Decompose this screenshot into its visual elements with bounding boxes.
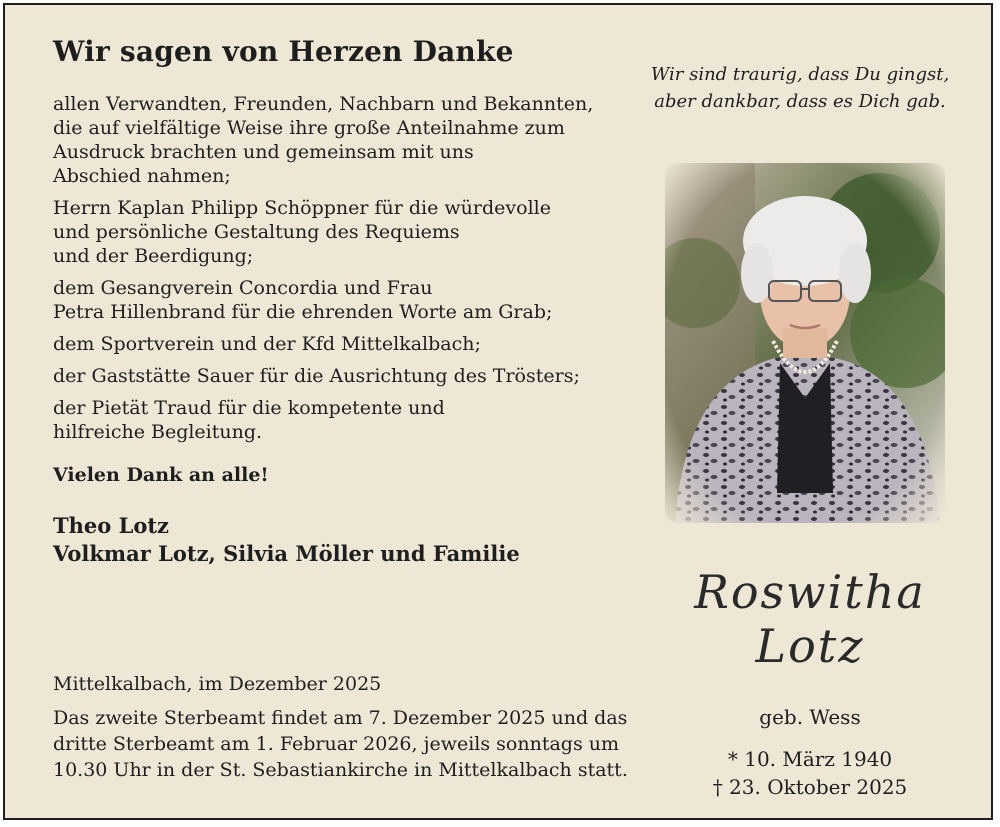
left-column [53, 35, 673, 568]
maiden-name: geb. Wess [759, 705, 861, 729]
deceased-last-name: Lotz [755, 619, 865, 673]
thanks-paragraph-relatives: allen Verwandten, Freunden, Nachbarn und Bekannten, die auf vielfältige Weise ihre große Anteilnahme zum Ausdruck brachten und gemeinsam mit uns Abschied nahmen; [53, 93, 594, 187]
memorial-quote: Wir sind traurig, dass Du gingst, aber dankbar, dass es Dich gab. [650, 64, 950, 112]
thanks-paragraph-restaurant: der Gaststätte Sauer für die Ausrichtung des Trösters; [53, 365, 580, 387]
deceased-signature-name [665, 565, 955, 673]
thanks-paragraph-choir: dem Gesangverein Concordia und Frau Petra Hillenbrand für die ehrenden Worte am Grab; [53, 277, 553, 323]
deceased-first-name: Roswitha [694, 565, 926, 619]
signer-line-2: Volkmar Lotz, Silvia Möller und Familie [53, 541, 520, 566]
page-title: Wir sagen von Herzen Danke [53, 35, 514, 68]
place-date: Mittelkalbach, im Dezember 2025 [53, 673, 382, 695]
portrait-photo [665, 163, 945, 523]
thanks-paragraph-undertaker: der Pietät Traud für die kompetente und hilfreiche Begleitung. [53, 397, 445, 443]
thanks-paragraph-chaplain: Herrn Kaplan Philipp Schöppner für die würdevolle und persönliche Gestaltung des Requiems und der Beerdigung; [53, 197, 551, 267]
birth-date: * 10. März 1940 [727, 747, 893, 771]
thanks-all: Vielen Dank an alle! [53, 464, 269, 486]
thanks-paragraph-sportclub: dem Sportverein und der Kfd Mittelkalbach; [53, 333, 481, 355]
portrait-illustration [665, 163, 945, 523]
death-date: † 23. Oktober 2025 [712, 775, 908, 799]
life-dates [695, 745, 925, 801]
obituary-card [3, 3, 993, 820]
memorial-mass-notice: Das zweite Sterbeamt findet am 7. Dezember 2025 und das dritte Sterbeamt am 1. Februar 2026, jeweils sonntags um 10.30 Uhr in der St. Sebastiankirche in Mittelkalbach statt. [53, 707, 628, 781]
signer-line-1: Theo Lotz [53, 513, 169, 538]
